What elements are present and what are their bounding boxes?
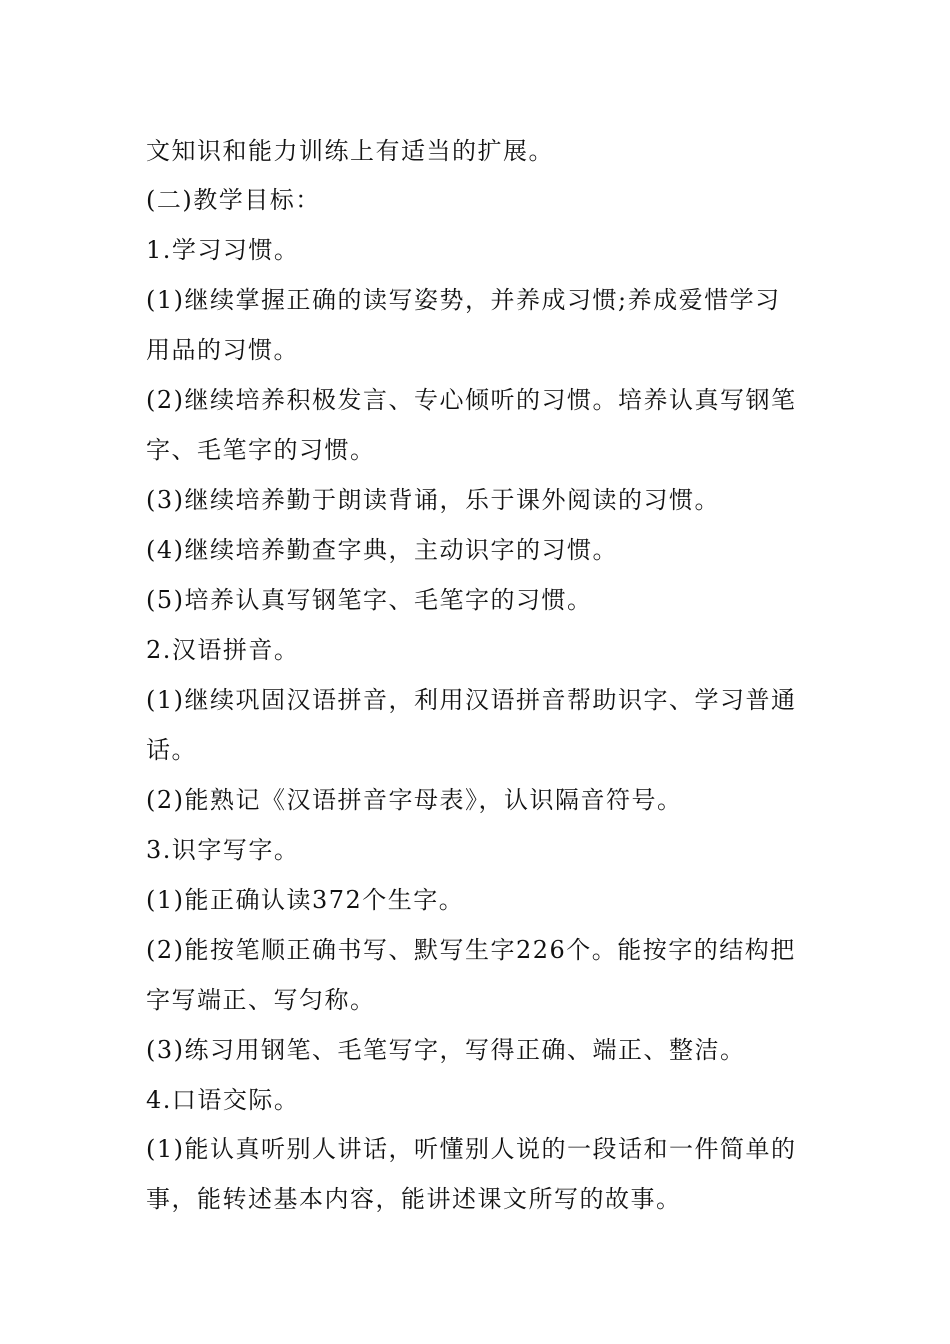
text-line: (5)培养认真写钢笔字、毛笔字的习惯。 <box>146 586 593 614</box>
text-line: (2)能熟记《汉语拼音字母表》，认识隔音符号。 <box>146 786 683 814</box>
text-line: (2)继续培养积极发言、专心倾听的习惯。培养认真写钢笔 <box>146 386 797 414</box>
subsection-heading: 2.汉语拼音。 <box>146 636 300 664</box>
text-line: (3)练习用钢笔、毛笔写字，写得正确、端正、整洁。 <box>146 1036 746 1064</box>
text-line: 话。 <box>146 736 197 764</box>
subsection-heading: 1.学习习惯。 <box>146 236 300 264</box>
text-line: 事，能转述基本内容，能讲述课文所写的故事。 <box>146 1185 682 1213</box>
text-line: (1)能认真听别人讲话，听懂别人说的一段话和一件简单的 <box>146 1135 797 1163</box>
text-line: 用品的习惯。 <box>146 336 299 364</box>
subsection-heading: 4.口语交际。 <box>146 1086 300 1114</box>
text-line: (1)继续巩固汉语拼音，利用汉语拼音帮助识字、学习普通 <box>146 686 797 714</box>
text-line: (3)继续培养勤于朗读背诵，乐于课外阅读的习惯。 <box>146 486 720 514</box>
text-line: (1)能正确认读372个生字。 <box>146 886 465 914</box>
text-line: 字写端正、写匀称。 <box>146 986 376 1014</box>
text-line: 文知识和能力训练上有适当的扩展。 <box>146 137 554 165</box>
text-line: (4)继续培养勤查字典，主动识字的习惯。 <box>146 536 618 564</box>
text-line: (2)能按笔顺正确书写、默写生字226个。能按字的结构把 <box>146 936 796 964</box>
text-line: (1)继续掌握正确的读写姿势，并养成习惯;养成爱惜学习 <box>146 286 781 314</box>
section-heading: (二)教学目标： <box>146 186 321 214</box>
text-line: 字、毛笔字的习惯。 <box>146 436 376 464</box>
subsection-heading: 3.识字写字。 <box>146 836 300 864</box>
